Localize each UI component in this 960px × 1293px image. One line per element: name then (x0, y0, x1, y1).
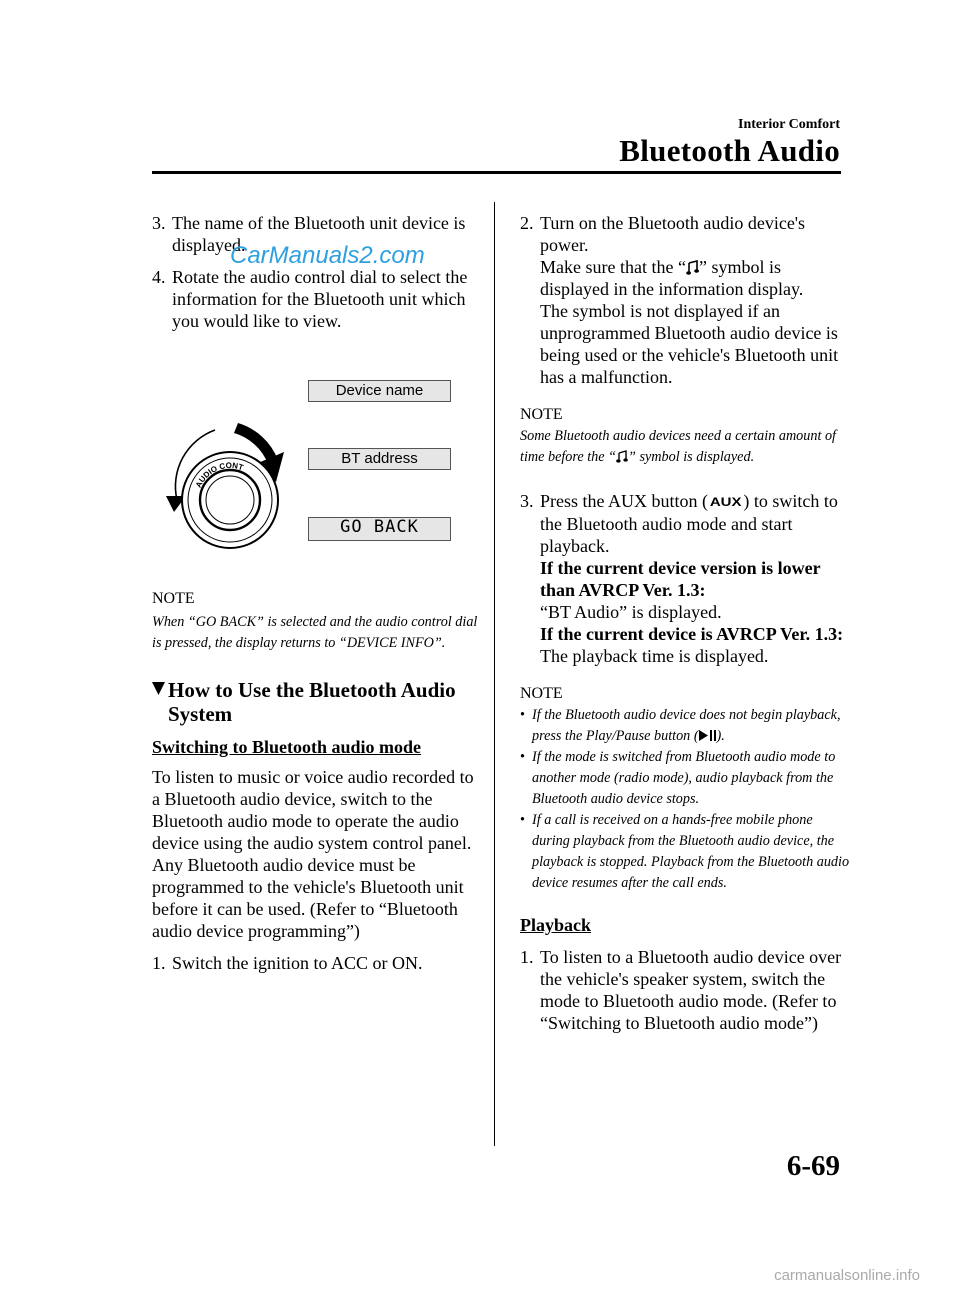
page-title: Bluetooth Audio (619, 133, 840, 168)
dial-figure (160, 370, 460, 550)
triangle-marker-icon (152, 678, 168, 726)
note-bullet-2: • If the mode is switched from Bluetooth audio mode to another mode (radio mode), audio playback from the Bluetooth audio device stops. (520, 749, 836, 807)
note-text: When “GO BACK” is selected and the audio control dial is pressed, the display returns to “DEVICE INFO”. (152, 614, 478, 651)
step-3: 3. Press the AUX button ( AUX ) to switch to the Bluetooth audio mode and start playback. If the current device version is lower than AVRCP Ver. 1.3: “BT Audio” is displayed. If the current device is AVRCP Ver. 1.3: The playback time is displayed. (520, 491, 844, 666)
right-column (520, 212, 850, 1034)
play-pause-icon (699, 729, 717, 742)
subsection-heading: Playback (520, 915, 592, 935)
note-text: Some Bluetooth audio devices need a certain amount of time before the “ ” symbol is displayed. (520, 428, 836, 465)
note-bullet-1: • If the Bluetooth audio device does not begin playback, press the Play/Pause button ( ). (520, 707, 841, 744)
section-label: Interior Comfort (738, 117, 840, 132)
left-column-bottom (152, 588, 482, 974)
step-1: 1. Switch the ignition to ACC or ON. (152, 953, 423, 973)
note-bullet-3: • If a call is received on a hands-free mobile phone during playback from the Bluetooth audio device, the playback is stopped. Playback from the Bluetooth audio device resumes after the call ends. (520, 812, 850, 891)
note-heading: NOTE (520, 685, 563, 702)
step-4: 4. Rotate the audio control dial to select the information for the Bluetooth unit which you would like to view. (152, 267, 468, 331)
music-note-icon (686, 260, 699, 275)
site-watermark: carmanualsonline.info (774, 1267, 920, 1284)
left-column-top (152, 212, 482, 332)
lcd-device-name: Device name (308, 380, 451, 402)
aux-button-icon: AUX (709, 495, 742, 509)
music-note-icon (616, 450, 628, 463)
paragraph-1: To listen to music or voice audio recorded to a Bluetooth audio device, switch to the Bluetooth audio mode to operate the audio device using the audio system control panel. (152, 767, 474, 853)
page-number: 6-69 (786, 1150, 840, 1182)
header-rule (152, 171, 841, 174)
step-3: 3. The name of the Bluetooth unit device is displayed. (152, 213, 466, 255)
lcd-bt-address: BT address (308, 448, 451, 470)
playback-step-1: 1. To listen to a Bluetooth audio device over the vehicle's speaker system, switch the mode to Bluetooth audio mode. (Refer to “Switching to Bluetooth audio mode”) (520, 947, 842, 1033)
dial-label: AUDIO CONT (193, 460, 245, 490)
subsection-heading: Switching to Bluetooth audio mode (152, 737, 422, 757)
step-2: 2. Turn on the Bluetooth audio device's power. Make sure that the “ ” symbol is displayed in the information display. The symbol is not displayed if an unprogrammed Bluetooth audio device is being used or the vehicle's Bluetooth unit has a malfunction. (520, 213, 839, 387)
paragraph-2: Any Bluetooth audio device must be programmed to the vehicle's Bluetooth unit before it can be used. (Refer to “Bluetooth audio device programming”) (152, 855, 464, 941)
note-heading: NOTE (152, 590, 195, 607)
section-heading: How to Use the Bluetooth Audio System (152, 678, 482, 726)
audio-dial-illustration (160, 410, 300, 560)
lcd-go-back: GO BACK (308, 517, 451, 541)
note-heading: NOTE (520, 406, 563, 423)
column-divider (494, 202, 495, 1146)
watermark: CarManuals2.com (230, 242, 425, 269)
dial-knob (200, 470, 260, 530)
